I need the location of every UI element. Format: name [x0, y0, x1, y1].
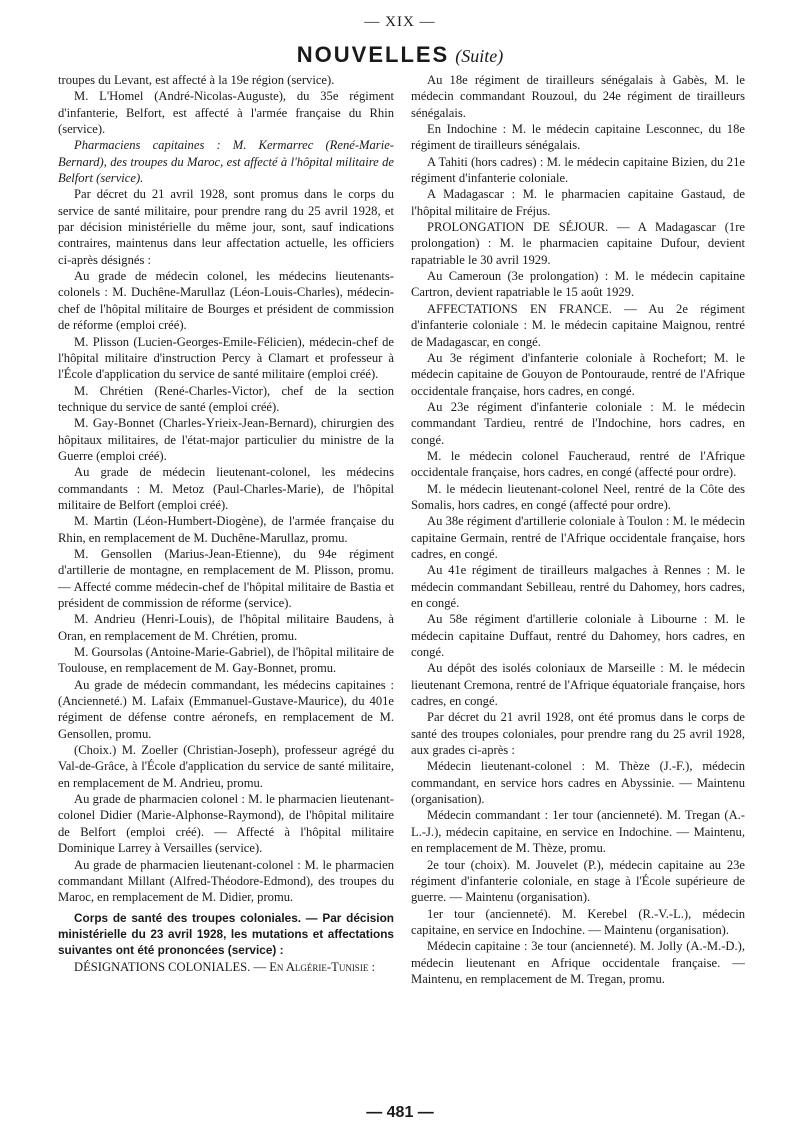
roman-folio: — XIX — [364, 14, 436, 30]
paragraph: DÉSIGNATIONS COLONIALES. — En Algérie-Tunisie : [74, 959, 375, 974]
paragraph: A Tahiti (hors cadres) : M. le médecin capitaine Bizien, du 21e régiment d'infanterie coloniale. [411, 154, 745, 186]
paragraph: 2e tour (choix). M. Jouvelet (P.), médecin capitaine au 23e régiment d'infanterie coloniale, en stage à l'École supérieure de guerre. — Maintenu (organisation). [411, 857, 745, 905]
paragraph: PROLONGATION DE SÉJOUR. — A Madagascar (1re prolongation) : M. le pharmacien capitaine Dufour, devient rapatriable le 30 avril 1929. [411, 220, 745, 267]
paragraph: Au 58e régiment d'artillerie coloniale à Libourne : M. le médecin capitaine Duffaut, rentré du Dahomey, hors cadres, en congé. [411, 612, 745, 660]
paragraph: Au 41e régiment de tirailleurs malgaches à Rennes : M. le médecin commandant Sebilleau, rentré du Dahomey, hors cadres, en congé. [411, 563, 745, 610]
paragraph: Au grade de pharmacien colonel : M. le pharmacien lieutenant-colonel Didier (Marie-Alphonse-Raymond), de l'hôpital militaire de Belfort (emploi créé). — Affecté à l'hôpital militaire Dominique Larrey à Versailles (service). [58, 792, 394, 856]
paragraph: A Madagascar : M. le pharmacien capitaine Gastaud, de l'hôpital militaire de Fréjus. [411, 187, 745, 218]
page-number: — 481 — [366, 1104, 434, 1121]
paragraph: M. L'Homel (André-Nicolas-Auguste), du 35e régiment d'infanterie, Belfort, est affecté à l'armée française du Rhin (service). [58, 89, 394, 137]
paragraph: 1er tour (ancienneté). M. Kerebel (R.-V.-L.), médecin capitaine, en service en Indochine. — Maintenu (organisation). [411, 906, 745, 937]
paragraph: En Indochine : M. le médecin capitaine Lesconnec, du 18e régiment de tirailleurs sénégalais. [411, 122, 745, 153]
paragraph: Au 23e régiment d'infanterie coloniale : M. le médecin commandant Tardieu, rentré de l'Indochine, hors cadres, en congé. [411, 399, 745, 447]
paragraph: AFFECTATIONS EN FRANCE. — Au 2e régiment d'infanterie coloniale : M. le médecin capitaine Maignou, rentré de Madagascar, en congé. [411, 301, 745, 349]
paragraph: M. Martin (Léon-Humbert-Diogène), de l'armée française du Rhin, en remplacement de M. Duchêne-Marullaz, promu. [58, 514, 394, 545]
paragraph: M. Goursolas (Antoine-Marie-Gabriel), de l'hôpital militaire de Toulouse, en remplacement de M. Gay-Bonnet, promu. [58, 645, 394, 676]
paragraph: (Choix.) M. Zoeller (Christian-Joseph), professeur agrégé du Val-de-Grâce, à l'École d'application du service de santé militaire, en remplacement de M. Andrieu, promu. [58, 743, 394, 790]
paragraph: M. Andrieu (Henri-Louis), de l'hôpital militaire Baudens, à Oran, en remplacement de M. Chrétien, promu. [58, 612, 394, 643]
left-column [58, 72, 394, 975]
section-heading-paragraph: Corps de santé des troupes coloniales. — Par décision ministérielle du 23 avril 1928, les mutations et affectations suivantes ont été prononcées (service) : [58, 910, 394, 958]
paragraph: M. Chrétien (René-Charles-Victor), chef de la section technique du service de santé (emploi créé). [58, 383, 394, 414]
paragraph: Au 18e régiment de tirailleurs sénégalais à Gabès, M. le médecin commandant Rouzoul, du 24e régiment de tirailleurs sénégalais. [411, 73, 745, 120]
paragraph: Médecin lieutenant-colonel : M. Thèze (J.-F.), médecin commandant, en service hors cadres en Abyssinie. — Maintenu (organisation). [411, 759, 745, 807]
section-title: NOUVELLES [296, 42, 450, 67]
paragraph: M. Gensollen (Marius-Jean-Etienne), du 94e régiment d'artillerie de montagne, en remplacement de M. Plisson, promu. — Affecté comme médecin-chef de l'hôpital militaire de Bastia et président de commission de réforme (service). [58, 546, 394, 610]
paragraph: Au grade de pharmacien lieutenant-colonel : M. le pharmacien commandant Millant (Alfred-Théodore-Edmond), des troupes du Maroc, en remplacement de M. Didier, promu. [58, 857, 394, 905]
paragraph: Pharmaciens capitaines : M. Kermarrec (René-Marie-Bernard), des troupes du Maroc, est affecté à l'hôpital militaire de Belfort (service). [58, 138, 394, 186]
paragraph: M. le médecin lieutenant-colonel Neel, rentré de la Côte des Somalis, hors cadres, en congé (affecté pour ordre). [411, 481, 745, 512]
page-header [0, 42, 800, 68]
paragraph: M. le médecin colonel Faucheraud, rentré de l'Afrique occidentale française, hors cadres, en congé (affecté pour ordre). [411, 448, 745, 480]
paragraph: Au grade de médecin colonel, les médecins lieutenants-colonels : M. Duchêne-Marullaz (Léon-Louis-Charles), médecin-chef de l'hôpital militaire de Bourges et président de commission de réforme (emploi créé). [58, 269, 394, 333]
paragraph: Au dépôt des isolés coloniaux de Marseille : M. le médecin lieutenant Cremona, rentré de l'Afrique équatoriale française, hors cadres, en congé. [411, 661, 745, 709]
paragraph: Médecin capitaine : 3e tour (ancienneté). M. Jolly (A.-M.-D.), médecin lieutenant en Afrique occidentale française. — Maintenu, en remplacement de M. Tregan, promu. [411, 939, 745, 986]
paragraph: Au grade de médecin lieutenant-colonel, les médecins commandants : M. Metoz (Paul-Charles-Marie), de l'hôpital militaire de Belfort (emploi créé). [58, 465, 394, 512]
section-suite: (Suite) [455, 46, 504, 66]
paragraph: troupes du Levant, est affecté à la 19e région (service). [58, 73, 335, 87]
paragraph: M. Gay-Bonnet (Charles-Yrieix-Jean-Bernard), chirurgien des hôpitaux militaires, de l'état-major particulier du ministre de la Guerre (emploi créé). [58, 416, 394, 463]
paragraph: Par décret du 21 avril 1928, ont été promus dans le corps de santé des troupes coloniales, pour prendre rang du 25 avril 1928, aux grades ci-après : [411, 710, 745, 758]
paragraph: M. Plisson (Lucien-Georges-Emile-Félicien), médecin-chef de l'hôpital militaire d'instruction Percy à Clamart et professeur à l'École d'application du service de santé militaire (emploi créé). [58, 334, 394, 382]
paragraph: Au 3e régiment d'infanterie coloniale à Rochefort; M. le médecin capitaine de Gouyon de Pontouraude, rentré de l'Afrique occidentale française, hors cadres, en congé. [411, 350, 745, 398]
right-column [411, 72, 745, 987]
paragraph: Par décret du 21 avril 1928, sont promus dans le corps du service de santé militaire, pour prendre rang du 25 avril 1928, et par décision ministérielle du même jour, sont, sauf indications contraires, maintenus dans leur affectation actuelle, les officiers ci-après désignés : [58, 187, 394, 267]
paragraph: Au 38e régiment d'artillerie coloniale à Toulon : M. le médecin capitaine Germain, rentré de l'Afrique occidentale française, hors cadres, en congé. [411, 514, 745, 561]
paragraph: Médecin commandant : 1er tour (ancienneté). M. Tregan (A.-L.-J.), médecin capitaine, en service en Indochine. — Maintenu, en remplacement de M. Thèze, promu. [411, 808, 745, 856]
paragraph: Au grade de médecin commandant, les médecins capitaines : (Ancienneté.) M. Lafaix (Emmanuel-Gustave-Maurice), du 401e régiment de défense contre aéronefs, en remplacement de M. Gensollen, promu. [58, 677, 394, 741]
paragraph: Au Cameroun (3e prolongation) : M. le médecin capitaine Cartron, devient rapatriable le 15 août 1929. [411, 269, 745, 300]
